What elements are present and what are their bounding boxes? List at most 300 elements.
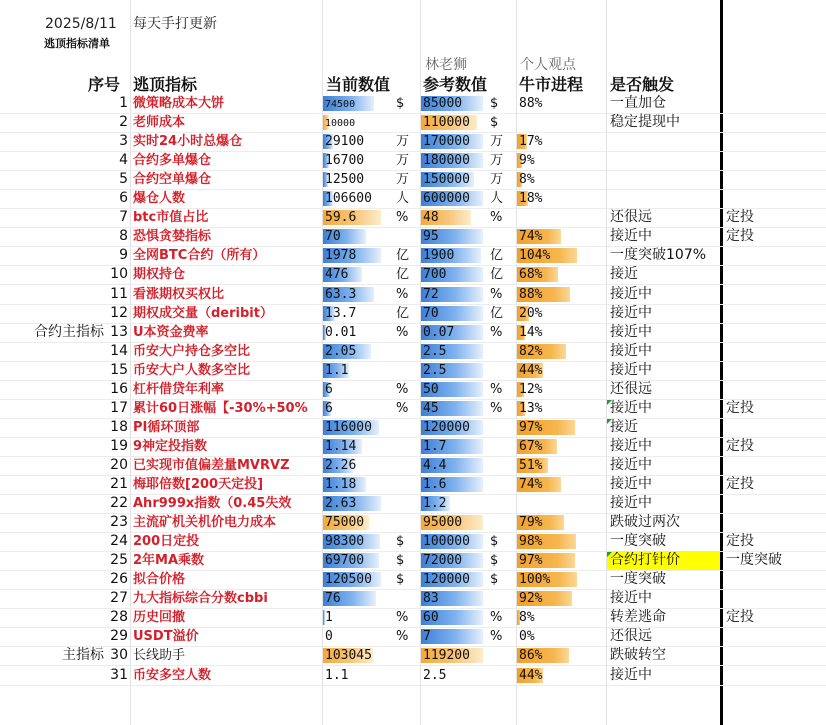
reference-unit: 万 bbox=[490, 153, 504, 168]
reference-unit: % bbox=[490, 610, 503, 625]
trigger-status-cell[interactable]: 接近中 bbox=[610, 590, 652, 606]
trigger-status-cell[interactable]: 接近中 bbox=[610, 400, 652, 416]
current-value: 0.01 bbox=[325, 325, 357, 340]
current-value-cell[interactable] bbox=[323, 361, 419, 380]
trigger-status-cell[interactable]: 接近中 bbox=[610, 495, 652, 511]
current-unit: % bbox=[396, 629, 409, 644]
row-number[interactable]: 11 bbox=[110, 286, 128, 302]
progress-cell[interactable] bbox=[517, 551, 605, 570]
reference-value: 60 bbox=[423, 610, 439, 625]
indicator-name[interactable]: USDT溢价 bbox=[133, 629, 199, 644]
extra-note-cell[interactable]: 定投 bbox=[726, 609, 754, 625]
reference-unit: $ bbox=[490, 534, 499, 549]
row-number[interactable]: 10 bbox=[110, 266, 128, 282]
progress-cell[interactable] bbox=[517, 246, 605, 265]
progress-value: 67% bbox=[519, 439, 543, 454]
progress-cell[interactable] bbox=[517, 380, 605, 399]
row-number[interactable]: 31 bbox=[110, 667, 128, 683]
indicator-name[interactable]: 爆仓人数 bbox=[133, 191, 186, 206]
current-value-cell[interactable] bbox=[323, 475, 419, 494]
reference-value-cell[interactable] bbox=[421, 437, 516, 456]
current-value-cell[interactable] bbox=[323, 589, 419, 608]
current-value: 6 bbox=[325, 382, 333, 397]
trigger-status-cell[interactable]: 接近中 bbox=[610, 438, 652, 454]
reference-unit: 亿 bbox=[490, 306, 504, 321]
progress-value: 97% bbox=[519, 553, 543, 568]
current-unit: 亿 bbox=[396, 306, 410, 321]
indicator-name[interactable]: 主流矿机关机价电力成本 bbox=[133, 515, 277, 530]
current-value: 29100 bbox=[325, 134, 365, 149]
indicator-name[interactable]: 200日定投 bbox=[133, 534, 200, 549]
reference-value-cell[interactable] bbox=[421, 113, 516, 132]
current-value: 10000 bbox=[325, 118, 356, 129]
current-value-cell[interactable] bbox=[323, 532, 419, 551]
progress-value: 82% bbox=[519, 344, 543, 359]
trigger-status-cell[interactable]: 接近中 bbox=[610, 476, 652, 492]
current-unit: % bbox=[396, 325, 409, 340]
current-value: 1978 bbox=[325, 248, 357, 263]
reference-value-cell[interactable] bbox=[421, 475, 516, 494]
reference-value-cell[interactable] bbox=[421, 94, 516, 113]
trigger-status-cell[interactable]: 跌破过两次 bbox=[610, 514, 680, 530]
trigger-status-cell[interactable]: 接近中 bbox=[610, 228, 652, 244]
indicator-name[interactable]: 九大指标综合分数cbbi bbox=[133, 591, 268, 606]
current-value-cell[interactable] bbox=[323, 113, 419, 132]
reference-value: 48 bbox=[423, 210, 439, 225]
progress-cell[interactable] bbox=[517, 456, 605, 475]
reference-value-cell[interactable] bbox=[421, 342, 516, 361]
current-value: 106600 bbox=[325, 191, 372, 206]
progress-value: 100% bbox=[519, 572, 551, 587]
current-value-cell[interactable] bbox=[323, 666, 419, 685]
reference-value: 83 bbox=[423, 591, 439, 606]
reference-value-cell[interactable] bbox=[421, 227, 516, 246]
reference-value: 70 bbox=[423, 306, 439, 321]
grid-line bbox=[0, 685, 826, 686]
current-value: 103045 bbox=[325, 648, 372, 663]
row-number[interactable]: 2 bbox=[119, 114, 128, 130]
progress-cell[interactable] bbox=[517, 608, 605, 627]
progress-value: 104% bbox=[519, 248, 551, 263]
progress-cell[interactable] bbox=[517, 170, 605, 189]
current-value-cell[interactable] bbox=[323, 513, 419, 532]
reference-value: 700 bbox=[423, 267, 447, 282]
title-cell[interactable]: 每天手打更新 bbox=[133, 16, 217, 32]
reference-unit: % bbox=[490, 210, 503, 225]
indicator-name[interactable]: 长线助手 bbox=[133, 648, 186, 663]
indicator-name[interactable]: 合约多单爆仓 bbox=[133, 153, 212, 168]
progress-value: 86% bbox=[519, 648, 543, 663]
progress-value: 97% bbox=[519, 420, 543, 435]
trigger-status-cell[interactable]: 接近中 bbox=[610, 286, 652, 302]
progress-value: 0% bbox=[519, 629, 535, 644]
reference-value: 72000 bbox=[423, 553, 463, 568]
progress-cell[interactable] bbox=[517, 304, 605, 323]
extra-note-cell[interactable]: 定投 bbox=[726, 476, 754, 492]
reference-unit: % bbox=[490, 401, 503, 416]
grid-line bbox=[130, 0, 131, 725]
current-value-cell[interactable] bbox=[323, 342, 419, 361]
current-value: 1.14 bbox=[325, 439, 357, 454]
indicator-name[interactable]: 已实现市值偏差量MVRVZ bbox=[133, 458, 290, 473]
progress-value: 74% bbox=[519, 477, 543, 492]
current-value-cell[interactable] bbox=[323, 227, 419, 246]
reference-value-cell[interactable] bbox=[421, 570, 516, 589]
indicator-name[interactable]: 2年MA乘数 bbox=[133, 553, 205, 568]
row-number[interactable]: 14 bbox=[110, 343, 128, 359]
comment-marker-icon bbox=[607, 552, 612, 557]
trigger-status-cell[interactable]: 一直加仓 bbox=[610, 95, 666, 111]
row-number[interactable]: 22 bbox=[110, 495, 128, 511]
indicator-name[interactable]: btc市值占比 bbox=[133, 210, 209, 225]
row-number[interactable]: 12 bbox=[110, 305, 128, 321]
ref-source-cell[interactable]: 林老狮 bbox=[425, 57, 467, 73]
reference-value: 2.5 bbox=[423, 363, 447, 378]
progress-value bbox=[517, 115, 519, 130]
trigger-status-cell[interactable]: 接近中 bbox=[610, 457, 652, 473]
indicator-name[interactable]: 9神定投指数 bbox=[133, 439, 208, 454]
progress-cell[interactable] bbox=[517, 94, 605, 113]
row-number[interactable]: 18 bbox=[110, 419, 128, 435]
current-value-cell[interactable] bbox=[323, 456, 419, 475]
reference-unit: % bbox=[490, 382, 503, 397]
reference-value: 600000 bbox=[423, 191, 470, 206]
current-value-cell[interactable] bbox=[323, 418, 419, 437]
col-header-seq[interactable]: 序号 bbox=[88, 75, 121, 94]
extra-note-cell[interactable]: 定投 bbox=[726, 400, 754, 416]
progress-cell[interactable] bbox=[517, 132, 605, 151]
indicator-name[interactable]: 合约空单爆仓 bbox=[133, 172, 212, 187]
trigger-status-cell[interactable] bbox=[607, 170, 719, 189]
reference-value: 72 bbox=[423, 287, 439, 302]
reference-value: 4.4 bbox=[423, 458, 447, 473]
indicator-name[interactable]: 老师成本 bbox=[133, 115, 186, 130]
trigger-status-cell[interactable]: 接近中 bbox=[610, 362, 652, 378]
trigger-status-cell[interactable]: 接近中 bbox=[610, 305, 652, 321]
trigger-status-cell[interactable]: 接近中 bbox=[610, 667, 652, 683]
reference-value: 119200 bbox=[423, 648, 470, 663]
current-value: 2.05 bbox=[325, 344, 357, 359]
progress-cell[interactable] bbox=[517, 475, 605, 494]
indicator-name[interactable]: 累计60日涨幅【-30%+50% bbox=[133, 401, 308, 416]
extra-note-cell[interactable]: 定投 bbox=[726, 228, 754, 244]
current-unit: 万 bbox=[396, 134, 410, 149]
trigger-status-cell[interactable]: 稳定提现中 bbox=[610, 114, 680, 130]
progress-value bbox=[517, 210, 519, 225]
extra-note-cell[interactable]: 一度突破 bbox=[726, 552, 782, 568]
trigger-status-cell[interactable]: 合约打针价 bbox=[607, 551, 720, 570]
progress-cell[interactable] bbox=[517, 666, 605, 685]
indicator-name[interactable]: PI循环顶部 bbox=[133, 420, 200, 435]
indicator-name[interactable]: 期权持仓 bbox=[133, 267, 186, 282]
current-value-cell[interactable] bbox=[323, 94, 419, 113]
row-number[interactable]: 28 bbox=[110, 609, 128, 625]
indicator-name[interactable]: 实时24小时总爆仓 bbox=[133, 134, 243, 149]
indicator-name[interactable]: 币安大户人数多空比 bbox=[133, 363, 251, 378]
reference-value: 95 bbox=[423, 229, 439, 244]
row-number[interactable]: 8 bbox=[119, 228, 128, 244]
reference-value-cell[interactable] bbox=[421, 513, 516, 532]
progress-cell[interactable] bbox=[517, 361, 605, 380]
indicator-name[interactable]: 拟合价格 bbox=[133, 572, 186, 587]
reference-value: 2.5 bbox=[423, 668, 447, 683]
row-number[interactable]: 24 bbox=[110, 533, 128, 549]
row-number[interactable]: 3 bbox=[119, 133, 128, 149]
current-value: 1.1 bbox=[325, 668, 349, 683]
reference-value: 170000 bbox=[423, 134, 470, 149]
row-number[interactable]: 1 bbox=[119, 95, 128, 111]
reference-unit: 亿 bbox=[490, 267, 504, 282]
progress-cell[interactable] bbox=[517, 113, 605, 132]
progress-value: 88% bbox=[519, 287, 543, 302]
progress-value: 20% bbox=[519, 306, 543, 321]
reference-unit: 万 bbox=[490, 134, 504, 149]
trigger-status-cell[interactable]: 还很远 bbox=[610, 628, 652, 644]
indicator-name[interactable]: 微策略成本大饼 bbox=[133, 96, 225, 111]
trigger-status-cell[interactable]: 还很远 bbox=[610, 381, 652, 397]
progress-value bbox=[517, 496, 519, 511]
row-number[interactable]: 17 bbox=[110, 400, 128, 416]
date-cell[interactable]: 2025/8/11 bbox=[45, 16, 117, 32]
col-header-current[interactable]: 当前数值 bbox=[326, 75, 391, 94]
progress-value: 98% bbox=[519, 534, 543, 549]
reference-unit: 万 bbox=[490, 172, 504, 187]
indicator-name[interactable]: 历史回撤 bbox=[133, 610, 186, 625]
progress-cell[interactable] bbox=[517, 513, 605, 532]
reference-value-cell[interactable] bbox=[421, 666, 516, 685]
current-unit: $ bbox=[396, 572, 405, 587]
indicator-name[interactable]: 期权成交量（deribit） bbox=[133, 306, 273, 321]
row-number[interactable]: 19 bbox=[110, 438, 128, 454]
row-number[interactable]: 29 bbox=[110, 628, 128, 644]
current-value: 74500 bbox=[325, 99, 356, 110]
indicator-name[interactable]: U本资金费率 bbox=[133, 325, 209, 340]
row-number[interactable]: 26 bbox=[110, 571, 128, 587]
col-header-triggered[interactable]: 是否触发 bbox=[610, 75, 675, 94]
reference-value-cell[interactable] bbox=[421, 418, 516, 437]
trigger-status-cell[interactable]: 还很远 bbox=[610, 209, 652, 225]
trigger-status-cell[interactable]: 转差逃命 bbox=[610, 609, 666, 625]
progress-value: 88% bbox=[519, 96, 543, 111]
reference-value-cell[interactable] bbox=[421, 456, 516, 475]
reference-value: 120000 bbox=[423, 572, 470, 587]
current-value-cell[interactable] bbox=[323, 570, 419, 589]
reference-value-cell[interactable] bbox=[421, 646, 516, 665]
row-number[interactable]: 6 bbox=[119, 190, 128, 206]
trigger-status-cell[interactable] bbox=[607, 132, 719, 151]
trigger-status-cell[interactable]: 一度突破107% bbox=[610, 247, 707, 263]
progress-cell[interactable] bbox=[517, 589, 605, 608]
progress-value: 51% bbox=[519, 458, 543, 473]
reference-value: 0.07 bbox=[423, 325, 455, 340]
row-number[interactable]: 23 bbox=[110, 514, 128, 530]
current-value: 63.3 bbox=[325, 287, 357, 302]
current-value: 75000 bbox=[325, 515, 365, 530]
progress-cell[interactable] bbox=[517, 189, 605, 208]
current-unit: $ bbox=[396, 553, 405, 568]
progress-cell[interactable] bbox=[517, 627, 605, 646]
reference-unit: $ bbox=[490, 553, 499, 568]
reference-unit: % bbox=[490, 325, 503, 340]
current-unit: $ bbox=[396, 96, 405, 111]
indicator-name[interactable]: 全网BTC合约（所有） bbox=[133, 248, 266, 263]
progress-cell[interactable] bbox=[517, 437, 605, 456]
progress-value: 12% bbox=[519, 382, 543, 397]
current-value-cell[interactable] bbox=[323, 437, 419, 456]
extra-note-cell[interactable]: 定投 bbox=[726, 533, 754, 549]
current-value: 59.6 bbox=[325, 210, 357, 225]
reference-value: 1.6 bbox=[423, 477, 447, 492]
row-number[interactable]: 16 bbox=[110, 381, 128, 397]
row-number[interactable]: 7 bbox=[119, 209, 128, 225]
reference-unit: 人 bbox=[490, 191, 504, 206]
current-unit: % bbox=[396, 287, 409, 302]
reference-value: 1900 bbox=[423, 248, 455, 263]
current-value: 1 bbox=[325, 610, 333, 625]
current-unit: 人 bbox=[396, 191, 410, 206]
current-value: 13.7 bbox=[325, 306, 357, 321]
progress-value: 18% bbox=[519, 191, 543, 206]
current-value: 98300 bbox=[325, 534, 365, 549]
comment-marker-icon bbox=[607, 419, 612, 424]
reference-value-cell[interactable] bbox=[421, 494, 516, 513]
progress-value: 79% bbox=[519, 515, 543, 530]
indicator-name[interactable]: 杠杆借贷年利率 bbox=[133, 382, 225, 397]
trigger-status-cell[interactable]: 一度突破 bbox=[610, 533, 666, 549]
current-value: 1.18 bbox=[325, 477, 357, 492]
row-number[interactable]: 9 bbox=[119, 247, 128, 263]
col-header-indicator[interactable]: 逃顶指标 bbox=[133, 75, 198, 94]
trigger-status-cell[interactable] bbox=[607, 151, 719, 170]
current-value: 0 bbox=[325, 629, 333, 644]
reference-value-cell[interactable] bbox=[421, 361, 516, 380]
reference-value: 2.5 bbox=[423, 344, 447, 359]
reference-value: 1.7 bbox=[423, 439, 447, 454]
reference-value-cell[interactable] bbox=[421, 589, 516, 608]
progress-value: 8% bbox=[519, 610, 535, 625]
indicator-name[interactable]: 币安大户持仓多空比 bbox=[133, 344, 251, 359]
current-unit: 万 bbox=[396, 172, 410, 187]
trigger-status-cell[interactable]: 接近中 bbox=[610, 343, 652, 359]
row-number[interactable]: 4 bbox=[119, 152, 128, 168]
reference-value-cell[interactable] bbox=[421, 532, 516, 551]
reference-unit: $ bbox=[490, 96, 499, 111]
extra-note-cell[interactable]: 定投 bbox=[726, 438, 754, 454]
row-number[interactable]: 30 bbox=[110, 647, 128, 663]
progress-value: 9% bbox=[519, 153, 535, 168]
personal-view-cell[interactable]: 个人观点 bbox=[520, 57, 576, 73]
current-unit: % bbox=[396, 382, 409, 397]
progress-value: 92% bbox=[519, 591, 543, 606]
row-number[interactable]: 13 bbox=[110, 324, 128, 340]
indicator-name[interactable]: Ahr999x指数（0.45失效 bbox=[133, 496, 292, 511]
reference-value-cell[interactable] bbox=[421, 551, 516, 570]
progress-value: 14% bbox=[519, 325, 543, 340]
progress-value: 44% bbox=[519, 363, 543, 378]
current-value: 2.26 bbox=[325, 458, 357, 473]
current-unit: $ bbox=[396, 534, 405, 549]
progress-cell[interactable] bbox=[517, 532, 605, 551]
row-group-label[interactable]: 合约主指标 bbox=[34, 324, 104, 340]
row-group-label[interactable]: 主指标 bbox=[62, 647, 104, 663]
reference-value: 150000 bbox=[423, 172, 470, 187]
row-number[interactable]: 20 bbox=[110, 457, 128, 473]
progress-cell[interactable] bbox=[517, 342, 605, 361]
row-number[interactable]: 25 bbox=[110, 552, 128, 568]
comment-marker-icon bbox=[607, 400, 612, 405]
trigger-status-cell[interactable] bbox=[607, 189, 719, 208]
trigger-status-cell[interactable]: 跌破转空 bbox=[610, 647, 666, 663]
progress-cell[interactable] bbox=[517, 646, 605, 665]
progress-cell[interactable] bbox=[517, 323, 605, 342]
current-value: 476 bbox=[325, 267, 349, 282]
trigger-status-cell[interactable]: 接近 bbox=[610, 266, 638, 282]
row-number[interactable]: 15 bbox=[110, 362, 128, 378]
trigger-status-cell[interactable]: 接近 bbox=[610, 419, 638, 435]
indicator-name[interactable]: 看涨期权买权比 bbox=[133, 287, 225, 302]
progress-value: 68% bbox=[519, 267, 543, 282]
current-value: 16700 bbox=[325, 153, 365, 168]
row-number[interactable]: 21 bbox=[110, 476, 128, 492]
progress-cell[interactable] bbox=[517, 208, 605, 227]
current-value-cell[interactable] bbox=[323, 551, 419, 570]
reference-unit: $ bbox=[490, 115, 499, 130]
row-number[interactable]: 27 bbox=[110, 590, 128, 606]
progress-value: 13% bbox=[519, 401, 543, 416]
current-unit: 亿 bbox=[396, 248, 410, 263]
current-value-cell[interactable] bbox=[323, 646, 419, 665]
reference-unit: $ bbox=[490, 572, 499, 587]
current-value: 12500 bbox=[325, 172, 365, 187]
current-value: 2.63 bbox=[325, 496, 357, 511]
column-divider bbox=[720, 0, 723, 725]
progress-cell[interactable] bbox=[517, 265, 605, 284]
progress-cell[interactable] bbox=[517, 570, 605, 589]
progress-cell[interactable] bbox=[517, 151, 605, 170]
current-value: 6 bbox=[325, 401, 333, 416]
current-value: 69700 bbox=[325, 553, 365, 568]
reference-value: 50 bbox=[423, 382, 439, 397]
progress-cell[interactable] bbox=[517, 494, 605, 513]
reference-value: 95000 bbox=[423, 515, 463, 530]
trigger-status-cell[interactable]: 接近中 bbox=[610, 324, 652, 340]
reference-unit: 亿 bbox=[490, 248, 504, 263]
progress-cell[interactable] bbox=[517, 227, 605, 246]
subtitle-cell[interactable]: 逃顶指标清单 bbox=[44, 37, 110, 50]
reference-value: 100000 bbox=[423, 534, 470, 549]
current-value-cell[interactable] bbox=[323, 494, 419, 513]
current-value: 116000 bbox=[325, 420, 372, 435]
progress-value: 74% bbox=[519, 229, 543, 244]
current-value: 76 bbox=[325, 591, 341, 606]
row-number[interactable]: 5 bbox=[119, 171, 128, 187]
progress-value: 44% bbox=[519, 668, 543, 683]
progress-cell[interactable] bbox=[517, 399, 605, 418]
reference-value: 180000 bbox=[423, 153, 470, 168]
trigger-status-cell[interactable]: 一度突破 bbox=[610, 571, 666, 587]
reference-value: 85000 bbox=[423, 96, 463, 111]
indicator-name[interactable]: 币安多空人数 bbox=[133, 668, 212, 683]
col-header-reference[interactable]: 参考数值 bbox=[423, 75, 488, 94]
indicator-name[interactable]: 恐惧贪婪指标 bbox=[133, 229, 212, 244]
current-value: 120500 bbox=[325, 572, 372, 587]
col-header-progress[interactable]: 牛市进程 bbox=[519, 75, 584, 94]
indicator-name[interactable]: 梅耶倍数[200天定投] bbox=[133, 477, 264, 492]
progress-cell[interactable] bbox=[517, 285, 605, 304]
reference-value: 120000 bbox=[423, 420, 470, 435]
extra-note-cell[interactable]: 定投 bbox=[726, 209, 754, 225]
progress-cell[interactable] bbox=[517, 418, 605, 437]
